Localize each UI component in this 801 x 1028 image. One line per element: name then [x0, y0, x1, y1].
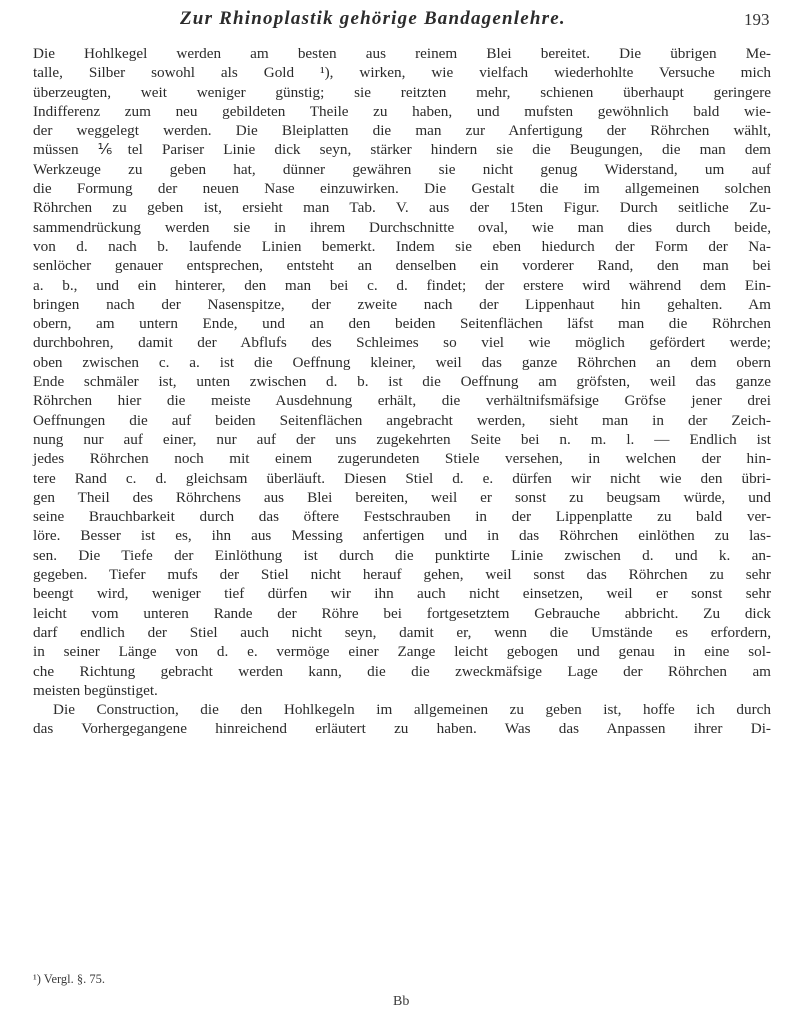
text-line: der weggelegt werden. Die Bleiplatten die man zur Anfertigung der Röhrchen wählt,	[33, 122, 771, 140]
text-line: Oeffnungen die auf beiden Seitenflächen angebracht werden, sieht man in der Zeich-	[33, 411, 771, 429]
text-line: gegeben. Tiefer mufs der Stiel nicht herauf gehen, weil sonst das Röhrchen zu sehr	[33, 566, 771, 584]
text-line: Ende schmäler ist, unten zwischen d. b. ist die Oeffnung am gröfsten, weil das ganze	[33, 373, 771, 391]
text-line: nung nur auf einer, nur auf der uns zugekehrten Seite bei n. m. l. — Endlich ist	[33, 430, 771, 448]
text-line: sen. Die Tiefe der Einlöthung ist durch die punktirte Linie zwischen d. und k. an-	[33, 546, 771, 564]
text-line: gen Theil des Röhrchens aus Blei bereiten, weil er sonst zu beugsam würde, und	[33, 488, 771, 506]
text-line: löre. Besser ist es, ihn aus Messing anfertigen und in das Röhrchen einlöthen zu las-	[33, 527, 771, 545]
text-line: a. b., und ein hinterer, den man bei c. d. findet; der erstere wird während dem Ein-	[33, 276, 771, 294]
page-number: 193	[744, 10, 770, 29]
text-line: senlöcher genauer entsprechen, entsteht an denselben ein vorderer Rand, den man bei	[33, 257, 771, 275]
paragraph-start-line: Die Construction, die den Hohlkegeln im allgemeinen zu geben ist, hoffe ich durch	[53, 701, 771, 719]
text-line: Indifferenz zum neu gebildeten Theile zu haben, und mufsten gewöhnlich bald wie-	[33, 102, 771, 120]
text-line: leicht vom unteren Rande der Röhre bei fortgesetztem Gebrauche abbricht. Zu dick	[33, 604, 771, 622]
text-line: überzeugten, weit weniger günstig; sie reitzten mehr, schienen überhaupt geringere	[33, 83, 771, 101]
signature-mark: Bb	[393, 994, 410, 1009]
text-line: oben zwischen c. a. ist die Oeffnung kleiner, weil das ganze Röhrchen an dem obern	[33, 353, 771, 371]
text-line: che Richtung gebracht werden kann, die die zweckmäfsige Lage der Röhrchen am	[33, 662, 771, 680]
footnote: ¹) Vergl. §. 75.	[33, 972, 106, 986]
text-line: sammendrückung werden sie in ihrem Durchschnitte oval, wie man dies durch beide,	[33, 218, 771, 236]
text-line: Werkzeuge zu geben hat, dünner gewähren sie nicht genug Widerstand, um auf	[33, 160, 771, 178]
paragraph-end-line: meisten begünstiget.	[33, 681, 158, 699]
text-line: von d. nach b. laufende Linien bemerkt. Indem sie eben hiedurch der Form der Na-	[33, 237, 771, 255]
text-line: bringen nach der Nasenspitze, der zweite nach der Lippenhaut hin gehalten. Am	[33, 295, 771, 313]
text-line: das Vorhergegangene hinreichend erläutert zu haben. Was das Anpassen ihrer Di-	[33, 720, 771, 738]
text-line: Die Hohlkegel werden am besten aus reinem Blei bereitet. Die übrigen Me-	[33, 45, 771, 62]
text-line: müssen ⅙tel Pariser Linie dick seyn, stärker hindern sie die Beugungen, die man dem	[33, 141, 771, 159]
text-line: beengt wird, weniger tief dürfen wir ihn auch nicht einsetzen, weil er sonst sehr	[33, 585, 771, 603]
text-line: talle, Silber sowohl als Gold ¹), wirken, wie vielfach wiederhohlte Versuche mich	[33, 64, 771, 82]
text-line: in seiner Länge von d. e. vermöge einer Zange leicht gebogen und genau in eine sol-	[33, 643, 771, 661]
text-line: die Formung der neuen Nase einzuwirken. Die Gestalt die im allgemeinen solchen	[33, 180, 771, 198]
running-title: Zur Rhinoplastik gehörige Bandagenlehre.	[180, 8, 566, 29]
text-line: durchbohren, damit der Abflufs des Schleimes so viel wie möglich gefördert werde;	[33, 334, 771, 352]
text-line: Röhrchen hier die meiste Ausdehnung erhält, die verhältnifsmäfsige Gröfse jener drei	[33, 392, 771, 410]
running-head	[0, 8, 801, 36]
text-line: Röhrchen zu geben ist, ersieht man Tab. V. aus der 15ten Figur. Durch seitliche Zu-	[33, 199, 771, 217]
body-text	[33, 44, 771, 739]
text-line: darf endlich der Stiel auch nicht seyn, damit er, wenn die Umstände es erfordern,	[33, 623, 771, 641]
text-line: jedes Röhrchen noch mit einem zugerundeten Stiele versehen, in welchen der hin-	[33, 450, 771, 468]
text-line: obern, am untern Ende, und an den beiden Seitenflächen läfst man die Röhrchen	[33, 315, 771, 333]
text-line: tere Rand c. d. gleichsam überläuft. Diesen Stiel d. e. dürfen wir nicht wie den übri-	[33, 469, 771, 487]
text-line: seine Brauchbarkeit durch das öftere Festschrauben in der Lippenplatte zu bald ver-	[33, 508, 771, 526]
